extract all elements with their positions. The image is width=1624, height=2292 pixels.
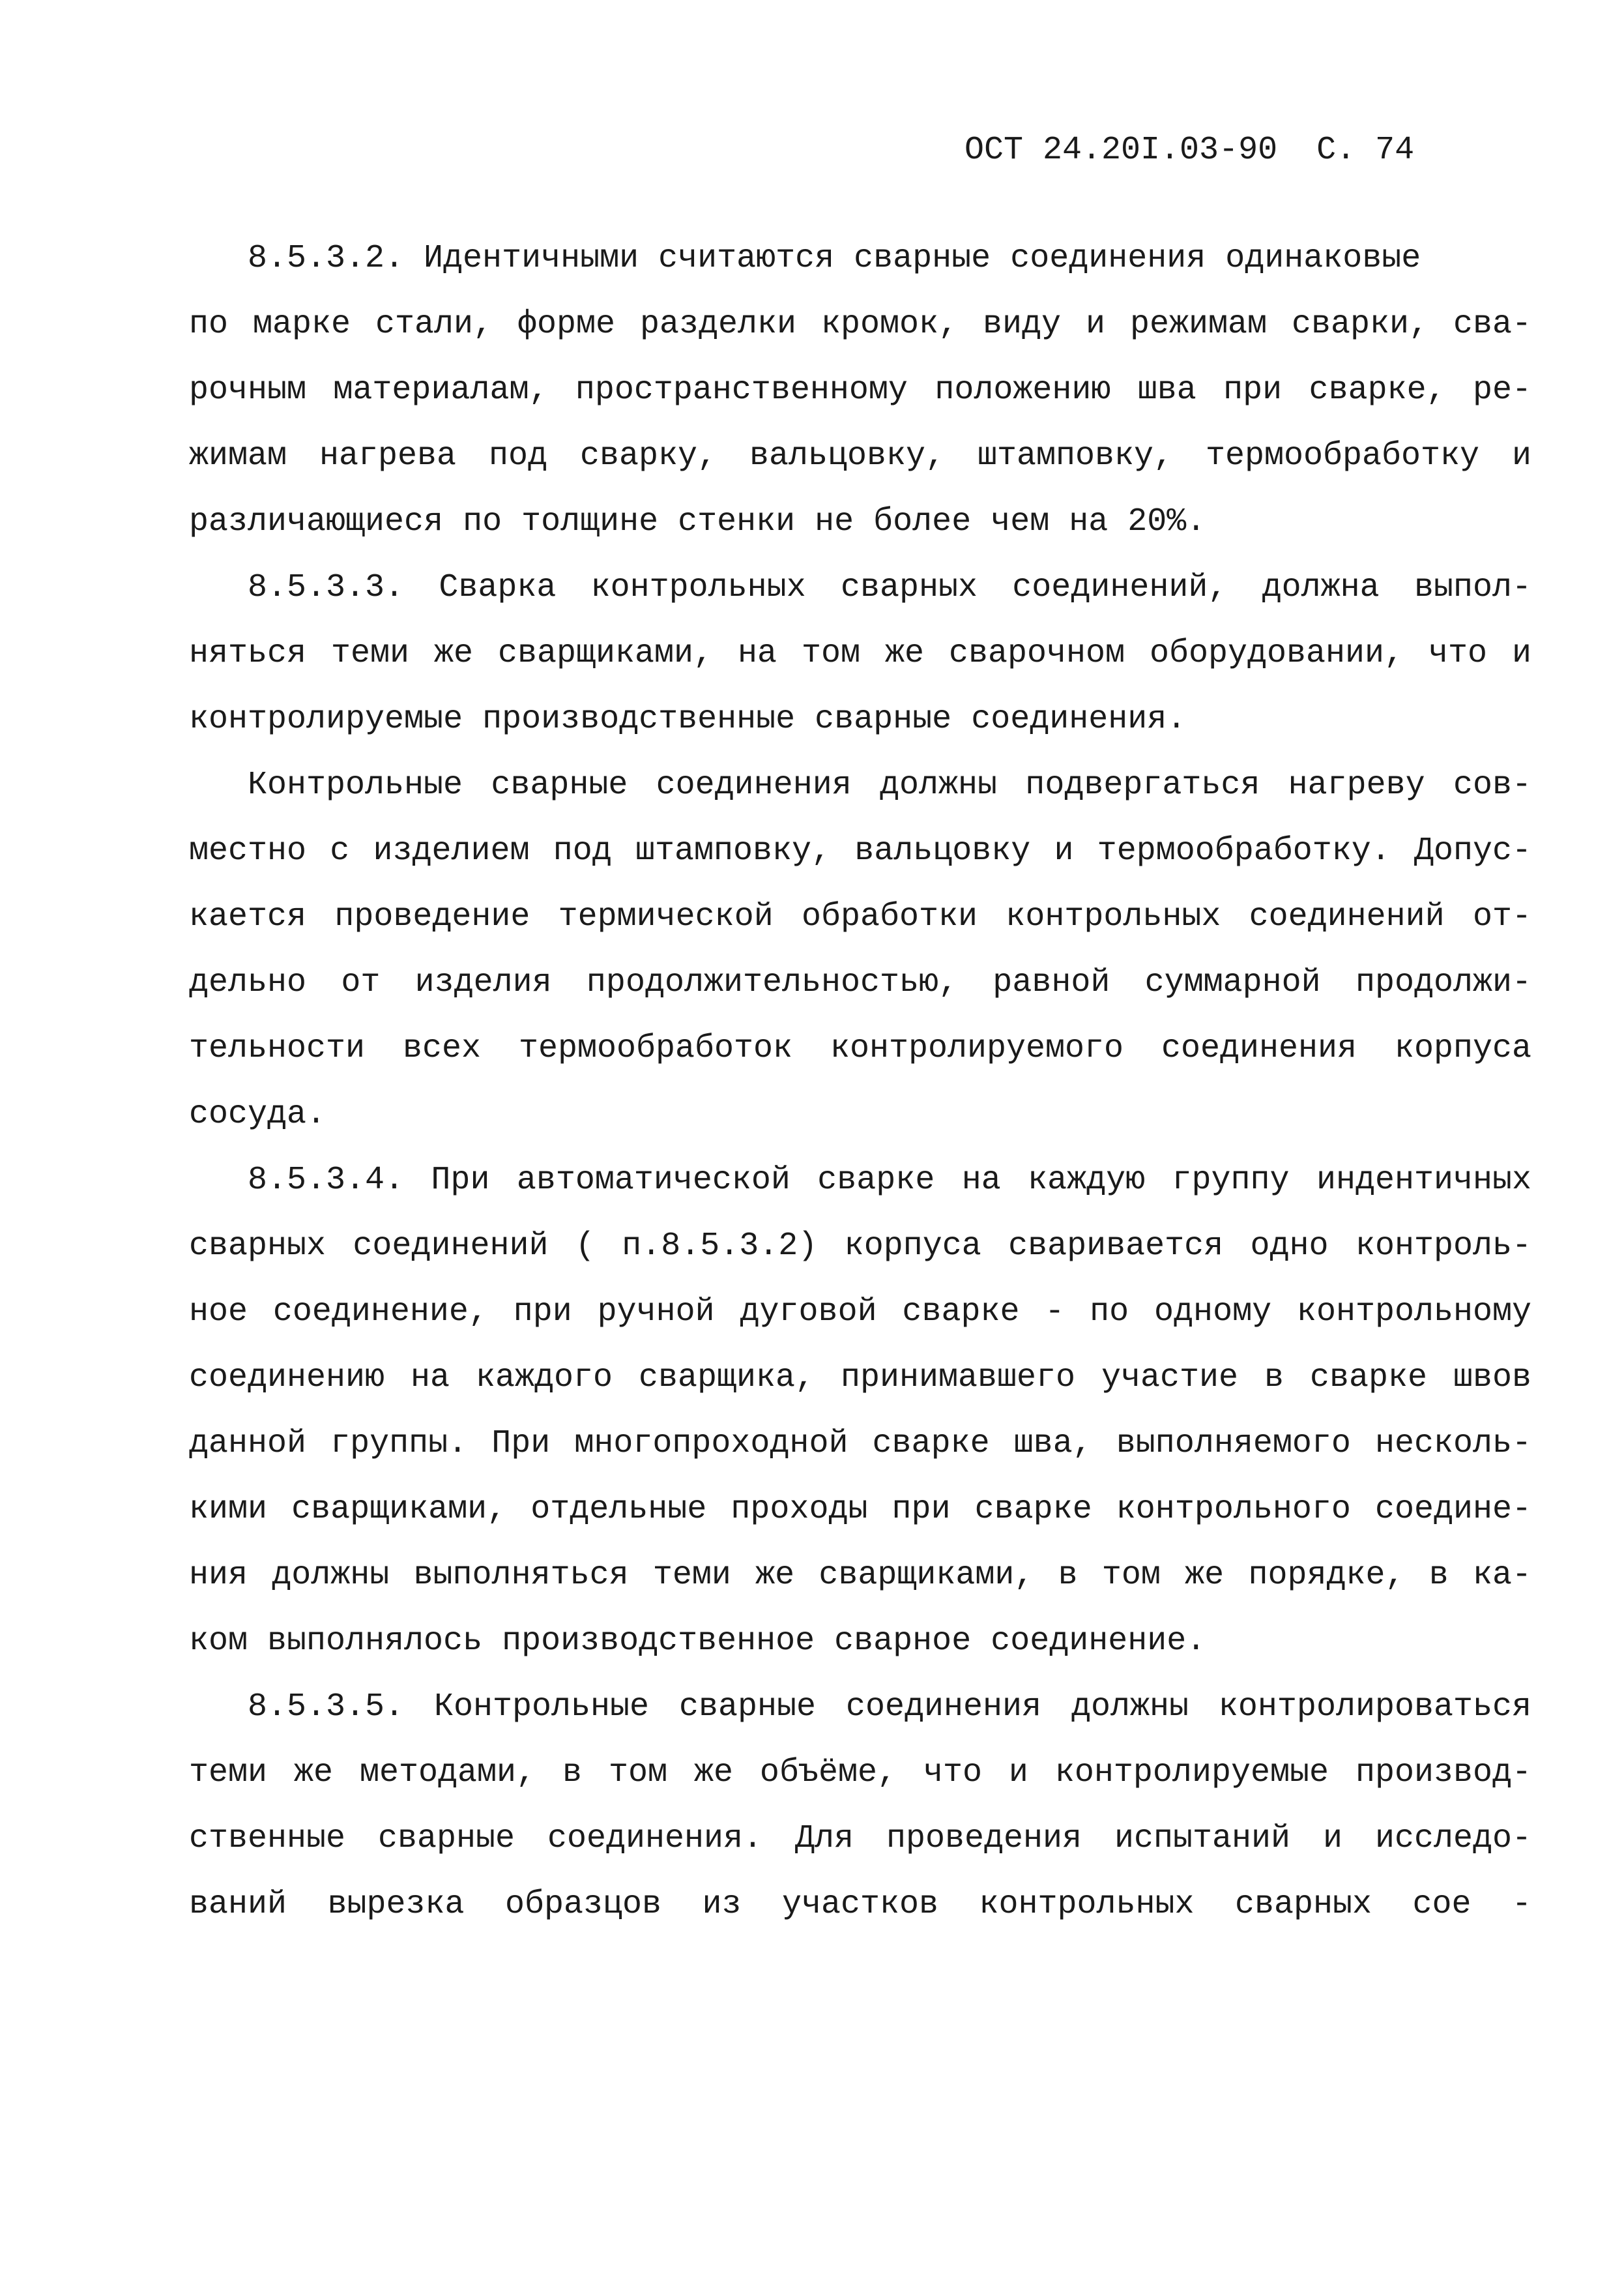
- text-line: ком выполнялось производственное сварное соединение.: [189, 1623, 1206, 1660]
- text-line: 8.5.3.2. Идентичными считаются сварные соединения одинаковые: [248, 240, 1421, 277]
- document-header-reference: ОСТ 24.20I.03-90 С. 74: [964, 132, 1415, 169]
- text-line: жимам нагрева под сварку, вальцовку, штамповку, термообработку и: [189, 437, 1531, 475]
- text-line: кими сварщиками, отдельные проходы при сварке контрольного соедине-: [189, 1491, 1531, 1528]
- text-line: по марке стали, форме разделки кромок, виду и режимам сварки, сва-: [189, 306, 1531, 343]
- text-line: ваний вырезка образцов из участков контрольных сварных сое -: [189, 1886, 1531, 1923]
- text-line: ственные сварные соединения. Для проведения испытаний и исследо-: [189, 1820, 1531, 1857]
- text-line: соединению на каждого сварщика, принимавшего участие в сварке швов: [189, 1359, 1531, 1396]
- text-line: теми же методами, в том же объёме, что и контролируемые производ-: [189, 1754, 1531, 1791]
- text-line: данной группы. При многопроходной сварке шва, выполняемого несколь-: [189, 1425, 1531, 1462]
- text-line: ное соединение, при ручной дуговой сварке - по одному контрольному: [189, 1293, 1531, 1330]
- text-line: различающиеся по толщине стенки не более чем на 20%.: [189, 503, 1206, 540]
- text-line: рочным материалам, пространственному положению шва при сварке, ре-: [189, 372, 1531, 409]
- text-line: ния должны выполняться теми же сварщиками, в том же порядке, в ка-: [189, 1557, 1531, 1594]
- text-line: 8.5.3.5. Контрольные сварные соединения должны контролироваться: [248, 1688, 1531, 1726]
- text-line: местно с изделием под штамповку, вальцовку и термообработку. Допус-: [189, 832, 1531, 870]
- text-line: тельности всех термообработок контролируемого соединения корпуса: [189, 1030, 1531, 1067]
- text-line: контролируемые производственные сварные соединения.: [189, 701, 1187, 738]
- text-line: сварных соединений ( п.8.5.3.2) корпуса сваривается одно контроль-: [189, 1227, 1531, 1265]
- document-body: [189, 226, 1531, 1937]
- text-line: кается проведение термической обработки контрольных соединений от-: [189, 898, 1531, 935]
- text-line: 8.5.3.4. При автоматической сварке на каждую группу индентичных: [248, 1162, 1531, 1199]
- text-line: Контрольные сварные соединения должны подвергаться нагреву сов-: [248, 767, 1531, 804]
- text-line: дельно от изделия продолжительностью, равной суммарной продолжи-: [189, 964, 1531, 1001]
- text-line: 8.5.3.3. Сварка контрольных сварных соединений, должна выпол-: [248, 569, 1531, 606]
- text-line: сосуда.: [189, 1096, 326, 1133]
- text-line: няться теми же сварщиками, на том же сварочном оборудовании, что и: [189, 635, 1531, 672]
